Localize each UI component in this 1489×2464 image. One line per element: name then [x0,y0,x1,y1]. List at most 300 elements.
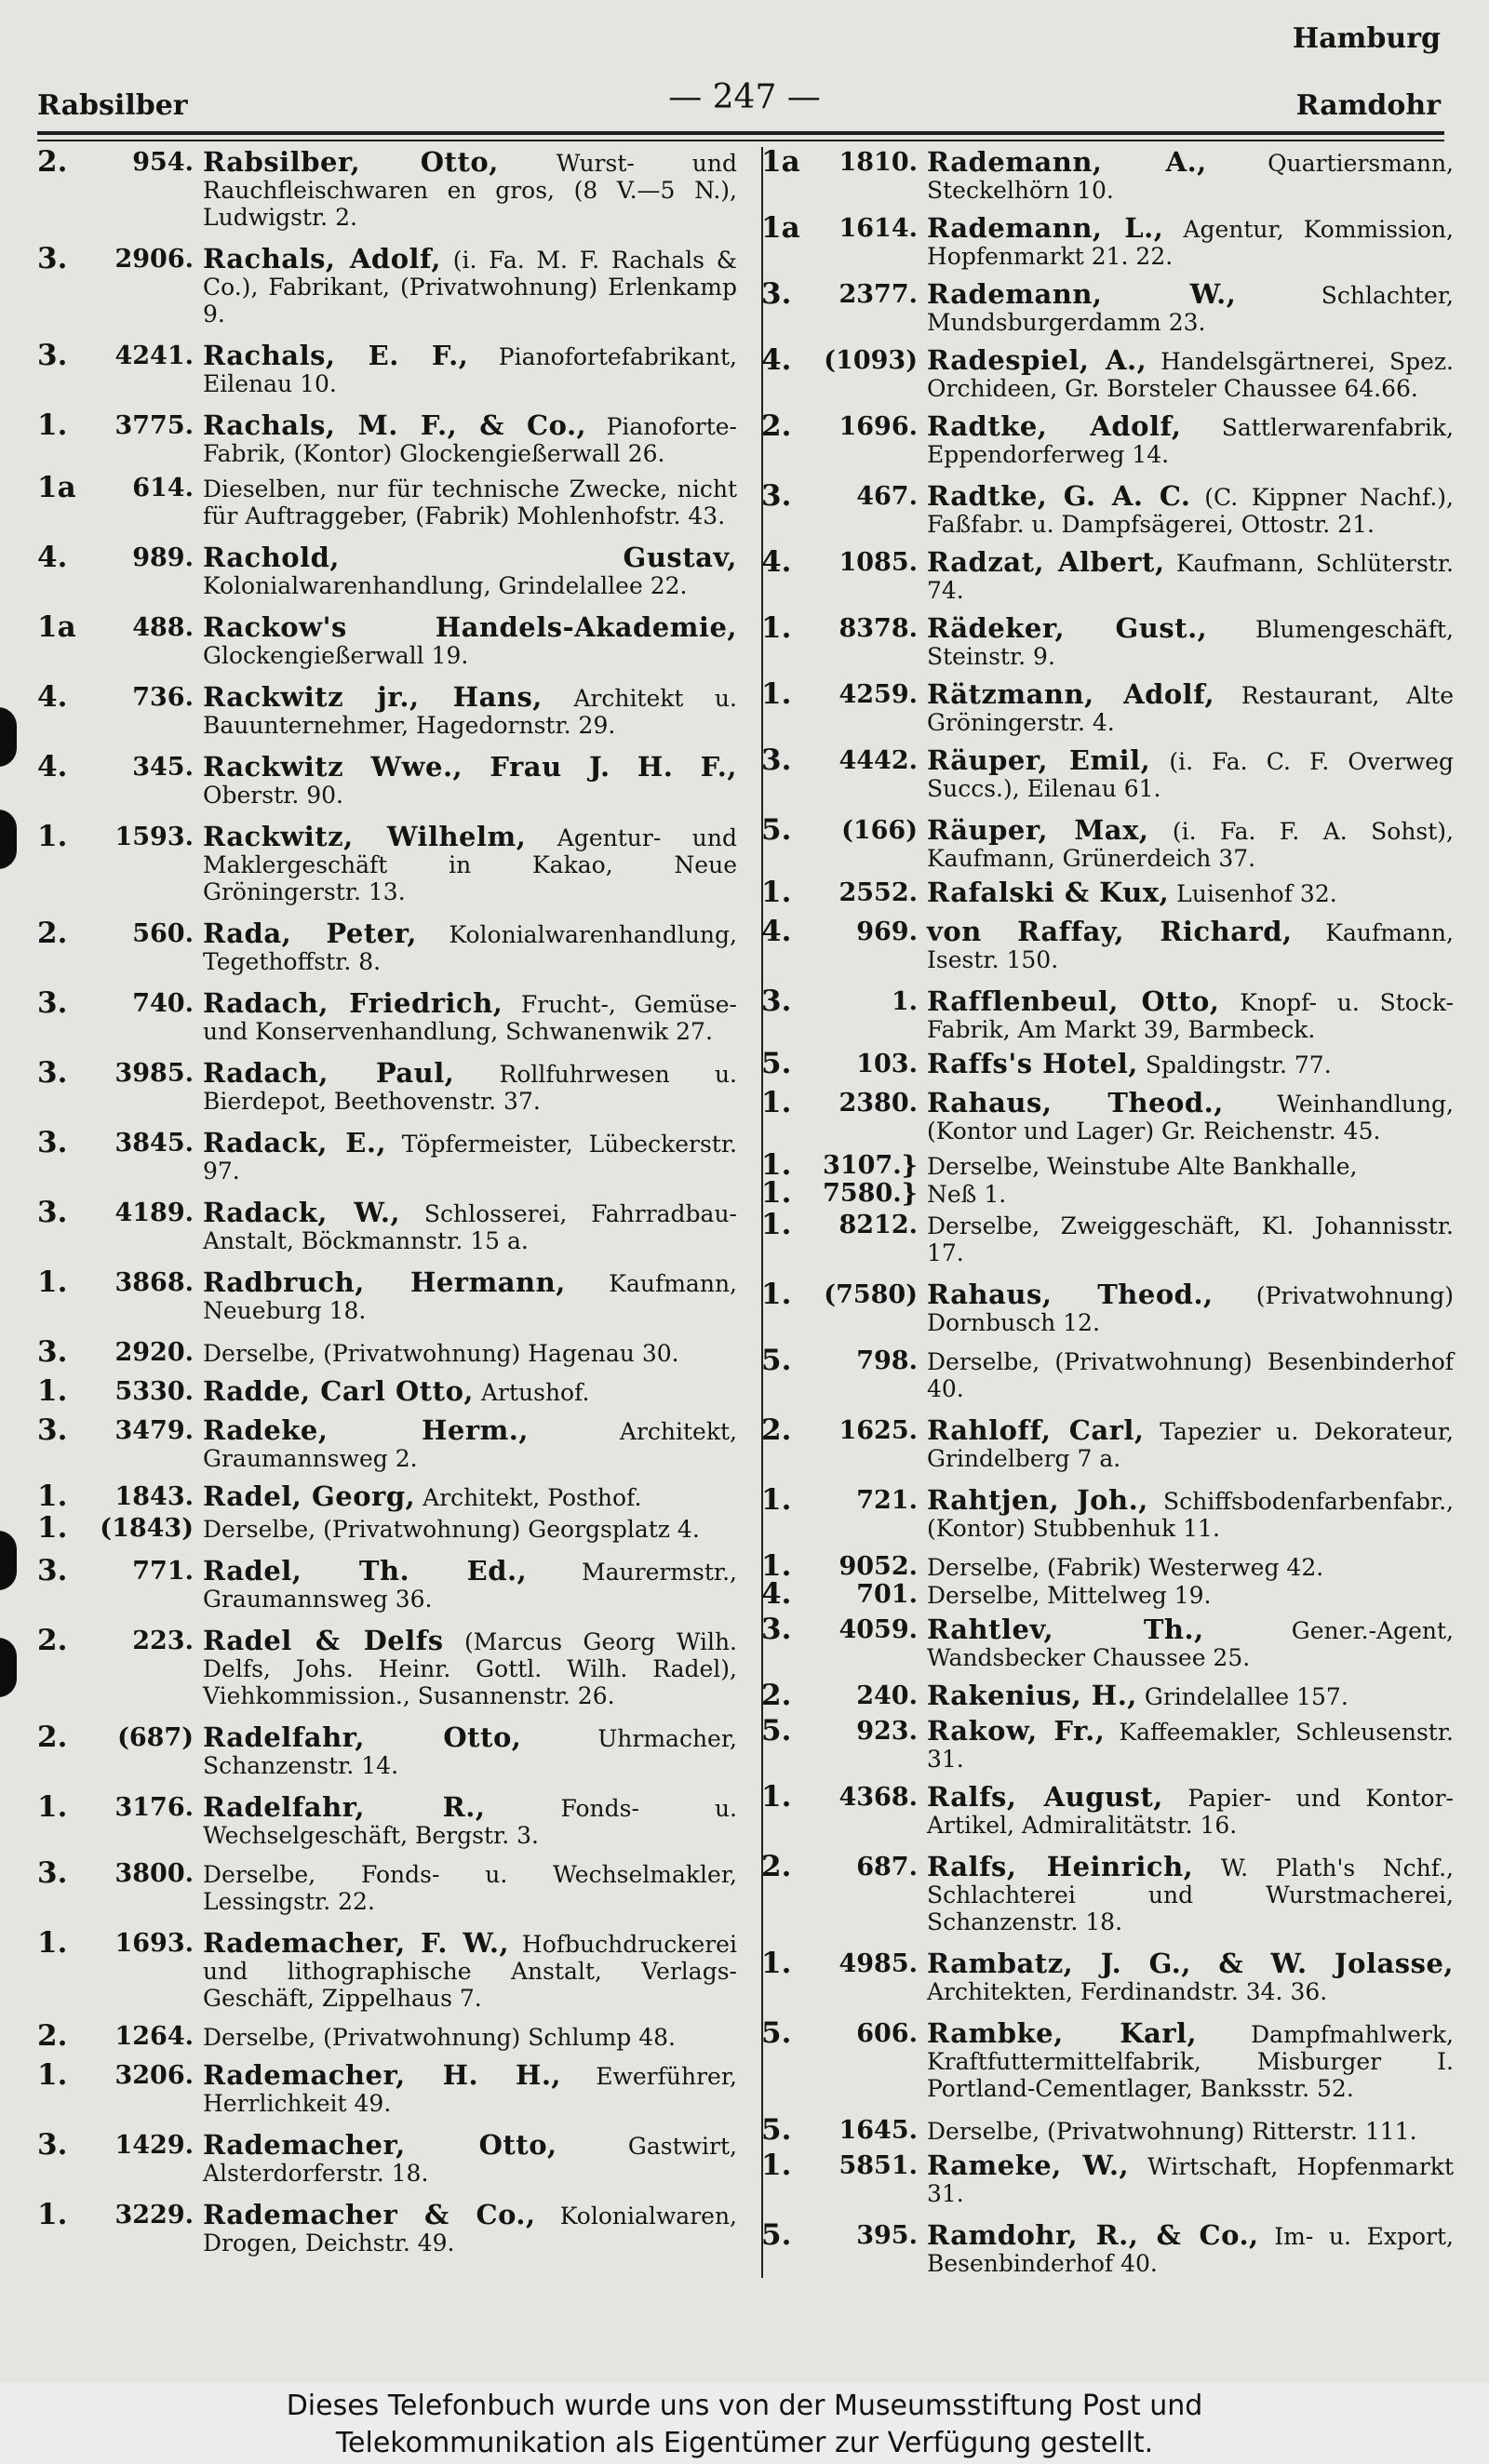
subscriber-name: Rabsilber, Otto, [203,146,499,178]
entry-details: Schlosserei, Fahrradbau-Anstalt, Böckmannstr. 15 a. [203,1200,738,1254]
phone-number: 4241. [114,341,194,370]
phone-number: 3206. [114,2061,194,2090]
entry-details: Pianofortefabrikant, Eilenau 10. [203,343,737,397]
exchange-code: 3. [37,986,68,1020]
city-heading: Hamburg [1292,22,1441,55]
entry-text [927,1682,1454,1710]
directory-entry [761,479,1454,538]
entry-text [927,344,1454,402]
exchange-code: 3. [761,479,792,513]
phone-number: 345. [132,753,194,782]
exchange-code: 3. [761,1613,792,1646]
exchange-code: 3. [761,277,792,311]
entry-text [927,612,1454,670]
subscriber-name: Rackwitz Wwe., Frau J. H. F., [203,751,737,783]
entry-text [927,1581,1454,1609]
phone-number: 2377. [838,280,918,309]
exchange-code: 3. [37,1335,68,1369]
entry-text [203,611,737,669]
directory-entry [37,1374,737,1408]
directory-entry [761,145,1454,204]
entry-details: Spaldingstr. 77. [1137,1051,1332,1078]
entry-text [927,1212,1454,1266]
entry-text [927,410,1454,468]
entry-text [203,2023,737,2051]
phone-number: 8212. [838,1211,918,1239]
entry-text [203,243,737,328]
subscriber-name: Radeke, Herm., [203,1414,529,1446]
directory-entry [37,986,737,1045]
phone-number: 3800. [114,1859,194,1888]
entry-details: Architekt, Graumannsweg 2. [203,1418,737,1472]
phone-number: 1. [891,987,918,1016]
entry-text [927,678,1454,736]
directory-entry [37,541,737,599]
subscriber-name: Rada, Peter, [203,917,417,949]
exchange-code: 1. [761,1086,792,1119]
directory-entry [37,2128,737,2187]
directory-entry [761,2218,1454,2277]
entry-details: Architekt u. Bauunternehmer, Hagedornstr. 29. [203,685,737,739]
phone-number: 467. [856,482,918,511]
entry-text [203,146,737,231]
entry-details: Derselbe, Mittelweg 19. [927,1582,1212,1609]
entry-text [203,987,737,1045]
exchange-code: 1. [37,408,68,442]
entry-details: Im- u. Export, Besenbinderhof 40. [927,2223,1454,2277]
exchange-code: 1. [761,611,792,645]
subscriber-name: Rackow's Handels-Akademie, [203,611,737,643]
entry-text [203,409,737,467]
directory-entry [761,743,1454,802]
entry-details: Tapezier u. Dekorateur, Grindelberg 7 a. [927,1418,1454,1472]
entry-text [927,212,1454,270]
phone-number: (166) [841,816,918,845]
phone-number: 1843. [114,1482,194,1511]
exchange-code: 1. [761,1176,792,1210]
subscriber-name: von Raffay, Richard, [927,916,1293,947]
exchange-code: 1. [761,876,792,909]
subscriber-name: Rademann, A., [927,146,1207,178]
exchange-code: 1. [761,1780,792,1814]
subscriber-name: Raffs's Hotel, [927,1048,1138,1079]
phone-number: 395. [856,2221,918,2250]
directory-entry [37,145,737,231]
page-number: — 247 — [668,78,821,116]
directory-entry [37,1856,737,1915]
directory-entry [761,1577,1454,1611]
subscriber-name: Rakenius, H., [927,1680,1137,1711]
entry-text [203,1375,737,1407]
entry-details: Kaufmann, Isestr. 150. [927,919,1454,973]
subscriber-name: Ralfs, August, [927,1781,1163,1813]
entry-text [203,1266,737,1324]
directory-entry [761,1483,1454,1542]
directory-entry [37,242,737,328]
directory-entry [37,339,737,397]
entry-details: Derselbe, Weinstube Alte Bankhalle, [927,1153,1358,1180]
entry-details: Restaurant, Alte Gröningerstr. 4. [927,682,1454,736]
phone-number: 5330. [114,1377,194,1406]
header-rule-thin [37,140,1444,141]
entry-details: Agentur- und Maklergeschäft in Kakao, Neue Gröningerstr. 13. [203,824,737,905]
subscriber-name: Radel, Georg, [203,1480,416,1512]
directory-entry [37,1056,737,1115]
subscriber-name: Radelfahr, R., [203,1791,486,1823]
directory-entry [761,677,1454,736]
directory-entry [761,984,1454,1043]
entry-text [927,1484,1454,1542]
directory-entry [761,611,1454,670]
header-rule [37,131,1444,135]
exchange-code: 3. [37,1554,68,1587]
phone-number: 3479. [114,1416,194,1445]
subscriber-name: Radel & Delfs [203,1625,444,1656]
directory-entry [37,1624,738,1709]
exchange-code: 1. [37,820,68,853]
entry-details: Kaufmann, Neueburg 18. [203,1270,737,1324]
entry-details: Schlachter, Mundsburgerdamm 23. [927,282,1454,336]
exchange-code: 1. [37,1511,68,1545]
entry-details: Wirtschaft, Hopfenmarkt 31. [927,2153,1454,2207]
phone-number: 3845. [114,1129,194,1158]
last-entry-word: Ramdohr [1295,89,1441,122]
entry-text [203,1199,737,1254]
entry-details: Architekt, Posthof. [415,1484,642,1511]
entry-text [203,1721,737,1779]
entry-details: Agentur, Kommission, Hopfenmarkt 21. 22. [927,216,1454,270]
exchange-code: 1. [37,1790,68,1824]
footer-notice [0,2382,1489,2464]
phone-number: 240. [856,1681,918,1710]
footer-line-1: Dieses Telefonbuch wurde uns von der Museumsstiftung Post und [286,2390,1203,2422]
directory-entry [37,1413,737,1472]
directory-entry [761,2016,1454,2102]
entry-details: Derselbe, Fonds- u. Wechselmakler, Lessingstr. 22. [203,1861,737,1915]
entry-text [203,751,737,809]
exchange-code: 2. [37,1624,68,1657]
entry-details: Derselbe, Zweiggeschäft, Kl. Johannisstr. 17. [927,1212,1454,1266]
exchange-code: 1. [37,2058,68,2092]
entry-text [203,1555,737,1613]
phone-number: 771. [132,1557,194,1586]
entry-details: Gener.-Agent, Wandsbecker Chaussee 25. [927,1617,1454,1671]
entry-text [927,744,1454,802]
phone-number: (1093) [824,346,918,375]
entry-details: Dampfmahlwerk, Kraftfuttermittelfabrik, Misburger I. Portland-Cementlager, Banksstr. 52. [927,2021,1454,2102]
entry-text [927,1281,1454,1336]
directory-entry [37,917,737,975]
directory-entry [761,1549,1454,1583]
directory-entry [761,1047,1454,1080]
entry-details: Derselbe, (Privatwohnung) Schlump 48. [203,2024,676,2051]
exchange-code: 2. [761,409,792,443]
exchange-code: 1. [761,1278,792,1311]
entry-details: Frucht-, Gemüse- und Konservenhandlung, Schwanenwik 27. [203,991,737,1045]
directory-entry [761,1148,1454,1182]
exchange-code: 1. [37,2198,68,2231]
subscriber-name: Rädeker, Gust., [927,612,1208,644]
phone-number: 488. [132,613,194,642]
entry-details: (i. Fa. M. F. Rachals & Co.), Fabrikant, (Privatwohnung) Erlenkamp 9. [203,247,737,328]
entry-text [203,544,737,599]
directory-entry [37,408,737,467]
subscriber-name: Rackwitz, Wilhelm, [203,821,527,852]
directory-entry [761,1208,1454,1266]
exchange-code: 4. [761,343,792,377]
exchange-code: 5. [761,1344,792,1377]
phone-number: 736. [132,683,194,712]
exchange-code: 3. [37,1126,68,1159]
entry-text [927,2117,1454,2145]
directory-entry [761,1679,1454,1712]
phone-number: 798. [856,1346,918,1375]
entry-details: Kolonialwarenhandlung, Grindelallee 22. [203,572,688,599]
directory-entry [761,1176,1454,1210]
phone-number: 1085. [838,548,918,577]
directory-entry [37,1265,737,1324]
right-column [761,145,1455,2277]
entry-text [927,1950,1454,2005]
phone-number: 606. [856,2019,918,2048]
directory-entry [761,409,1454,468]
exchange-code: 4. [761,1577,792,1611]
exchange-code: 2. [761,1850,792,1883]
entry-text [203,1127,737,1185]
exchange-code: 1. [761,2149,792,2182]
directory-entry [761,1278,1454,1336]
entry-text [927,918,1454,973]
entry-text [203,1927,737,2012]
directory-entry [761,211,1454,270]
entry-text [927,546,1455,604]
phone-number: 4442. [838,746,918,775]
entry-details: Pianoforte-Fabrik, (Kontor) Glockengießerwall 26. [203,413,737,467]
subscriber-name: Rakow, Fr., [927,1715,1106,1747]
subscriber-name: Rambatz, J. G., & W. Jolasse, [927,1948,1454,1979]
exchange-code: 1. [761,677,792,711]
directory-entry [37,2058,737,2117]
entry-text [203,2129,737,2187]
directory-entry [37,471,737,529]
phone-number: 1429. [114,2131,194,2160]
phone-number: 740. [132,989,194,1018]
exchange-code: 1a [37,610,76,644]
entry-text [203,1627,737,1709]
directory-entry [37,1196,738,1254]
directory-entry [37,1721,737,1779]
phone-number: 954. [132,148,194,177]
exchange-code: 5. [761,813,792,847]
phone-number: 721. [856,1486,918,1515]
phone-number: 223. [132,1627,194,1655]
entry-text [927,1414,1454,1472]
subscriber-name: Rahtlev, Th., [927,1614,1204,1645]
exchange-code: 3. [761,984,792,1018]
entry-details: Hofbuchdruckerei und lithographische Anstalt, Verlags-Geschäft, Zippelhaus 7. [203,1931,737,2012]
exchange-code: 2. [37,145,68,179]
entry-details: Sattlerwarenfabrik, Eppendorferweg 14. [927,414,1454,468]
page-header [0,0,1489,130]
subscriber-name: Radel, Th. Ed., [203,1555,528,1587]
entry-details: Glockengießerwall 19. [203,642,469,669]
entry-details: Blumengeschäft, Steinstr. 9. [927,616,1454,670]
phone-number: 560. [132,919,194,948]
subscriber-name: Rademacher & Co., [203,2199,536,2230]
directory-entry [37,610,737,669]
exchange-code: 4. [37,750,68,783]
entry-text [927,1781,1454,1839]
entry-text [927,2219,1454,2277]
entry-details: Rollfuhrwesen u. Bierdepot, Beethovenstr. 37. [203,1061,737,1115]
exchange-code: 5. [761,2113,792,2147]
entry-text [927,985,1454,1043]
directory-entry [761,343,1454,402]
directory-entry [37,680,737,739]
entry-text [927,879,1454,907]
entry-details: Quartiersmann, Steckelhörn 10. [927,150,1454,204]
exchange-code: 1a [761,145,800,179]
directory-entry [761,1714,1454,1773]
phone-number: 1810. [838,148,918,177]
directory-entry [37,2019,737,2053]
phone-number: 1593. [114,823,194,851]
entry-text [927,1616,1454,1671]
exchange-code: 1. [761,1148,792,1182]
subscriber-name: Radbruch, Hermann, [203,1266,566,1298]
entry-text [927,1553,1454,1581]
directory-entry [37,1511,737,1545]
entry-text [203,1339,737,1367]
exchange-code: 5. [761,2016,792,2050]
footer-line-2: Telekommunikation als Eigentümer zur Verfügung gestellt. [335,2427,1154,2459]
entry-details: Töpfermeister, Lübeckerstr. 97. [203,1131,737,1185]
entry-details: Gastwirt, Alsterdorferstr. 18. [203,2133,737,2187]
directory-entry [37,1926,737,2012]
exchange-code: 1a [37,471,76,504]
entry-details: Neß 1. [927,1181,1007,1208]
exchange-code: 3. [37,1196,68,1229]
directory-entry [761,1850,1454,1935]
entry-text [203,1791,737,1849]
entry-details: Papier- und Kontor-Artikel, Admiralitätstr. 16. [927,1785,1454,1839]
exchange-code: 1. [761,1947,792,1980]
directory-entry [761,1613,1454,1671]
phone-number: 1693. [114,1929,194,1958]
phone-number: 1625. [838,1416,918,1445]
phone-number: 923. [856,1717,918,1746]
directory-entry [37,1335,737,1369]
phone-number: 1696. [838,412,918,441]
phone-number: 687. [856,1853,918,1881]
entry-details: Weinhandlung, (Kontor und Lager) Gr. Reichenstr. 45. [927,1091,1454,1145]
subscriber-name: Radespiel, A., [927,344,1147,376]
exchange-code: 1a [761,211,800,245]
entry-details: Schiffsbodenfarbenfabr., (Kontor) Stubbenhuk 11. [927,1488,1454,1542]
subscriber-name: Rachals, E. F., [203,340,469,371]
phone-number: 701. [856,1580,918,1609]
subscriber-name: Räuper, Emil, [927,744,1151,776]
subscriber-name: Rahtjen, Joh., [927,1484,1148,1516]
phone-number: 3868. [114,1268,194,1297]
phone-number: 1614. [838,214,918,243]
entry-details: Ewerführer, Herrlichkeit 49. [203,2063,737,2117]
entry-text [927,1048,1454,1079]
entry-text [927,278,1454,336]
exchange-code: 4. [37,541,68,574]
entry-details: Kaffeemakler, Schleusenstr. 31. [927,1719,1454,1773]
directory-entry [761,1344,1454,1402]
entry-details: Architekten, Ferdinandstr. 34. 36. [927,1978,1328,2005]
entry-details: (Privatwohnung) Dornbusch 12. [927,1282,1454,1336]
entry-details: Luisenhof 32. [1169,880,1337,907]
subscriber-name: Radack, E., [203,1127,387,1158]
entry-details: Derselbe, (Privatwohnung) Besenbinderhof 40. [927,1348,1454,1402]
entry-text [203,475,737,529]
subscriber-name: Räuper, Max, [927,814,1149,846]
entry-details: Kolonialwarenhandlung, Tegethoffstr. 8. [203,921,737,975]
directory-entry [37,1480,737,1513]
subscriber-name: Rahaus, Theod., [927,1087,1224,1118]
phone-number: 3985. [114,1059,194,1088]
exchange-code: 2. [37,917,68,950]
phone-number: 1645. [838,2116,918,2145]
directory-entry [37,750,737,809]
exchange-code: 5. [761,1714,792,1748]
phone-number: 5851. [838,2151,918,2180]
subscriber-name: Radach, Friedrich, [203,987,503,1019]
directory-entry [761,2113,1454,2147]
directory-entry [761,813,1455,872]
entry-text [203,2199,737,2256]
phone-number: 989. [132,543,194,572]
phone-number: 4189. [114,1199,194,1227]
exchange-code: 2. [761,1413,792,1447]
subscriber-name: Rambke, Karl, [927,2017,1198,2049]
subscriber-name: Radelfahr, Otto, [203,1721,522,1753]
entry-text [927,480,1454,538]
entry-text [927,1087,1454,1145]
entry-details: Knopf- u. Stock-Fabrik, Am Markt 39, Barmbeck. [927,989,1454,1043]
entry-details: Dieselben, nur für technische Zwecke, nicht für Auftraggeber, (Fabrik) Mohlenhofstr. 43. [203,475,737,529]
subscriber-name: Rafflenbeul, Otto, [927,985,1220,1017]
directory-entry [761,1780,1454,1839]
entry-text [927,1180,1454,1208]
subscriber-name: Radack, W., [203,1197,401,1228]
subscriber-name: Radzat, Albert, [927,546,1165,578]
entry-details: Grindelallee 157. [1136,1683,1348,1710]
entry-details: (C. Kippner Nachf.), Faßfabr. u. Dampfsägerei, Ottostr. 21. [927,484,1454,538]
exchange-code: 4. [761,915,792,948]
phone-number: 2906. [114,245,194,274]
first-entry-word: Rabsilber [37,89,188,122]
phone-number: 3176. [114,1793,194,1822]
subscriber-name: Ramdohr, R., & Co., [927,2219,1259,2251]
entry-details: Oberstr. 90. [203,782,343,809]
entry-details: W. Plath's Nchf., Schlachterei und Wurstmacherei, Schanzenstr. 18. [927,1855,1454,1935]
phone-number: 2552. [838,878,918,907]
subscriber-name: Rademacher, F. W., [203,1927,510,1959]
exchange-code: 3. [37,1856,68,1890]
entry-text [203,1057,737,1115]
exchange-code: 3. [37,339,68,372]
entry-details: Wurst- und Rauchfleischwaren en gros, (8 V.—5 N.), Ludwigstr. 2. [203,150,737,231]
subscriber-name: Rahaus, Theod., [927,1279,1214,1310]
phone-number: 103. [856,1050,918,1078]
subscriber-name: Rameke, W., [927,2149,1130,2181]
exchange-code: 1. [37,1480,68,1513]
directory-entry [761,1086,1454,1145]
